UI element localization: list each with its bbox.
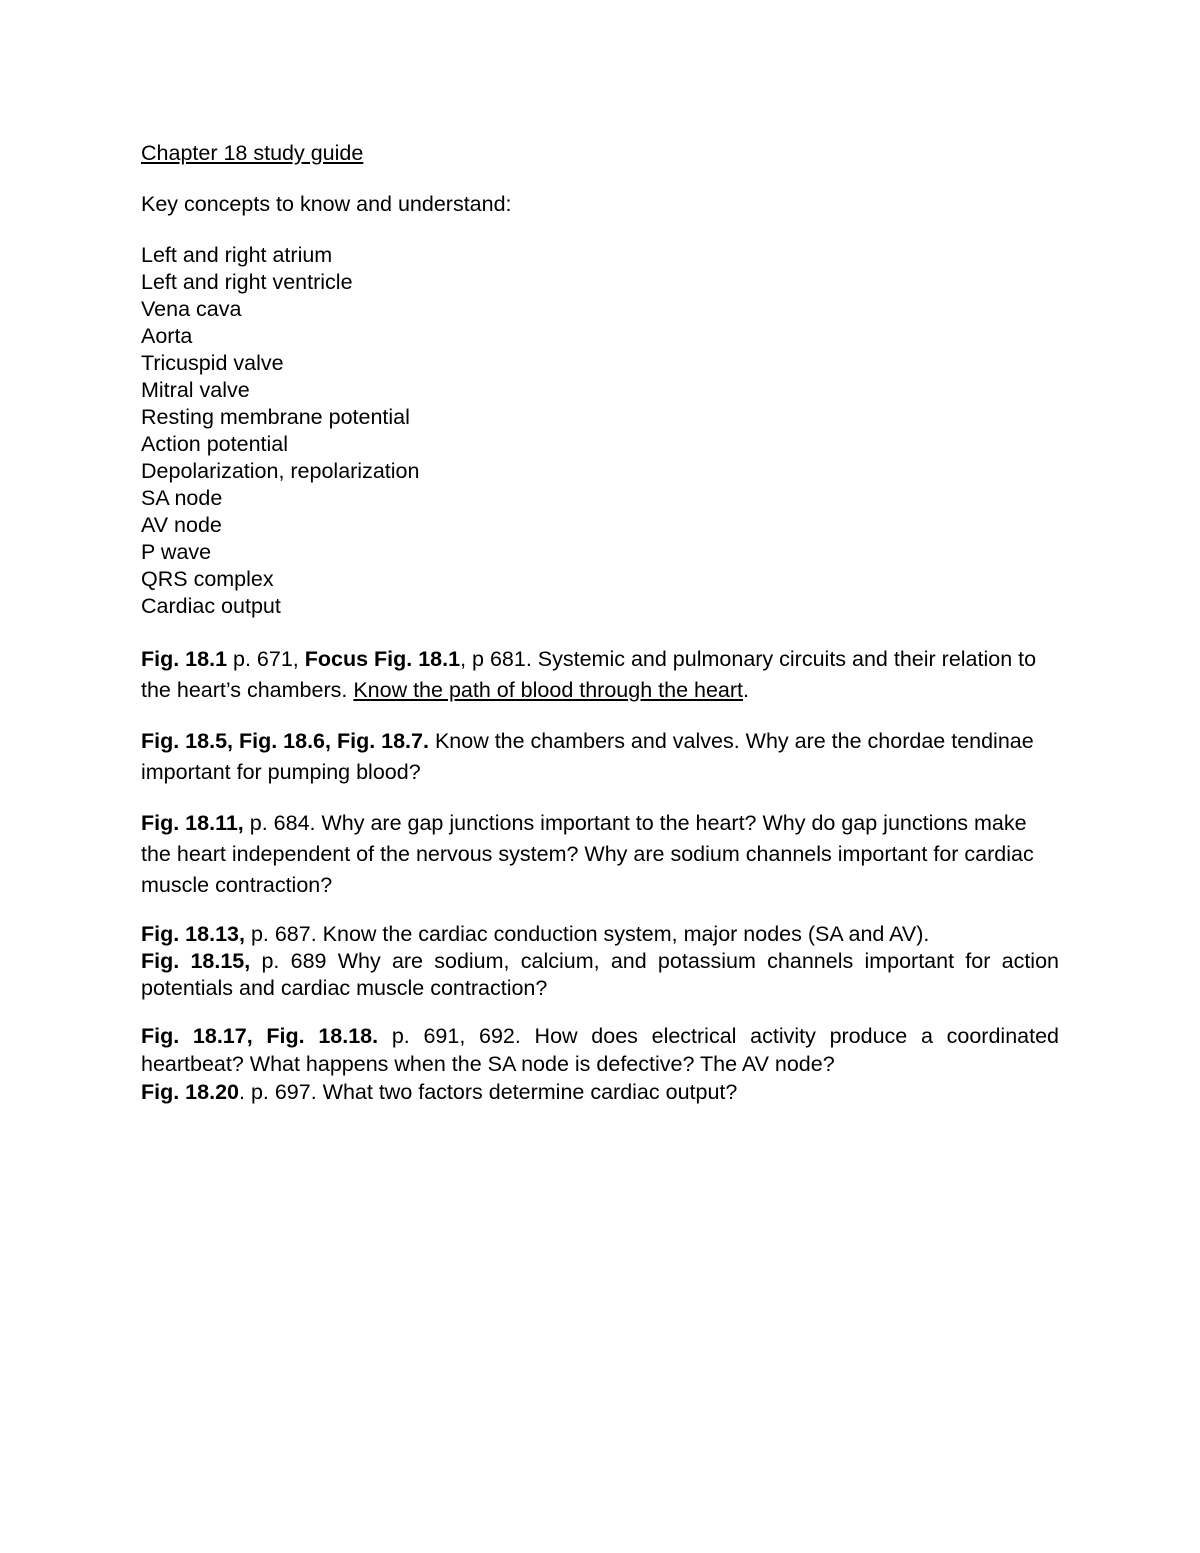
- list-item: Depolarization, repolarization: [141, 459, 420, 483]
- list-item: P wave: [141, 540, 212, 564]
- paragraph-text: .: [743, 678, 749, 702]
- document-title: Chapter 18 study guide: [141, 141, 364, 165]
- list-item: SA node: [141, 486, 223, 510]
- paragraph-text: . p. 697. What two factors determine cardiac output?: [239, 1080, 738, 1104]
- concepts-intro: Key concepts to know and understand:: [141, 192, 512, 216]
- paragraph-gap-junctions: [141, 808, 1059, 901]
- paragraph-conduction-system: [141, 921, 1059, 948]
- paragraph-text: p. 684. Why are gap junctions important to the heart? Why do gap junctions make the heart independent of the nervous system? Why are sodium channels important for cardiac muscle contraction?: [141, 811, 1034, 897]
- paragraph-chambers-valves: [141, 726, 1059, 788]
- paragraph-electrical-activity: [141, 1022, 1059, 1078]
- key-concepts-list: [141, 242, 1059, 620]
- paragraph-text: Know the chambers and valves. Why are the chordae tendinae important for pumping blood?: [141, 729, 1034, 784]
- figure-reference: Fig. 18.1: [141, 647, 228, 671]
- figure-reference: Fig. 18.13,: [141, 922, 245, 946]
- list-item: Vena cava: [141, 297, 242, 321]
- figure-reference: Fig. 18.15,: [141, 949, 251, 973]
- figure-reference: Fig. 18.20: [141, 1080, 239, 1104]
- list-item: Tricuspid valve: [141, 351, 284, 375]
- paragraph-ion-channels: [141, 948, 1059, 1002]
- list-item: Mitral valve: [141, 378, 250, 402]
- paragraph-blood-path: [141, 644, 1059, 706]
- figure-reference: Fig. 18.11,: [141, 811, 244, 835]
- paragraph-text: p. 671,: [227, 647, 305, 671]
- paragraph-text: p. 689 Why are sodium, calcium, and potassium channels important for action potentials and cardiac muscle contraction?: [141, 949, 1059, 1000]
- underlined-text: Know the path of blood through the heart: [353, 678, 744, 702]
- list-item: Resting membrane potential: [141, 405, 410, 429]
- list-item: Aorta: [141, 324, 193, 348]
- list-item: AV node: [141, 513, 222, 537]
- paragraph-text: p. 691, 692. How does electrical activity produce a coordinated heartbeat? What happens when the SA node is defective? The AV node?: [141, 1024, 1059, 1076]
- figure-reference: Fig. 18.17, Fig. 18.18.: [141, 1024, 379, 1048]
- list-item: Action potential: [141, 432, 289, 456]
- list-item: Cardiac output: [141, 594, 281, 618]
- paragraph-cardiac-output: [141, 1078, 1059, 1106]
- figure-reference: Fig. 18.5, Fig. 18.6, Fig. 18.7.: [141, 729, 429, 753]
- paragraph-text: p. 687. Know the cardiac conduction system, major nodes (SA and AV).: [244, 922, 930, 946]
- paragraph-text: , p 681. Systemic and pulmonary circuits and their relation to the heart’s chambers.: [141, 647, 1037, 702]
- figure-reference: Focus Fig. 18.1: [304, 647, 461, 671]
- document-page: [141, 140, 1059, 1106]
- list-item: Left and right atrium: [141, 243, 333, 267]
- list-item: QRS complex: [141, 567, 274, 591]
- list-item: Left and right ventricle: [141, 270, 353, 294]
